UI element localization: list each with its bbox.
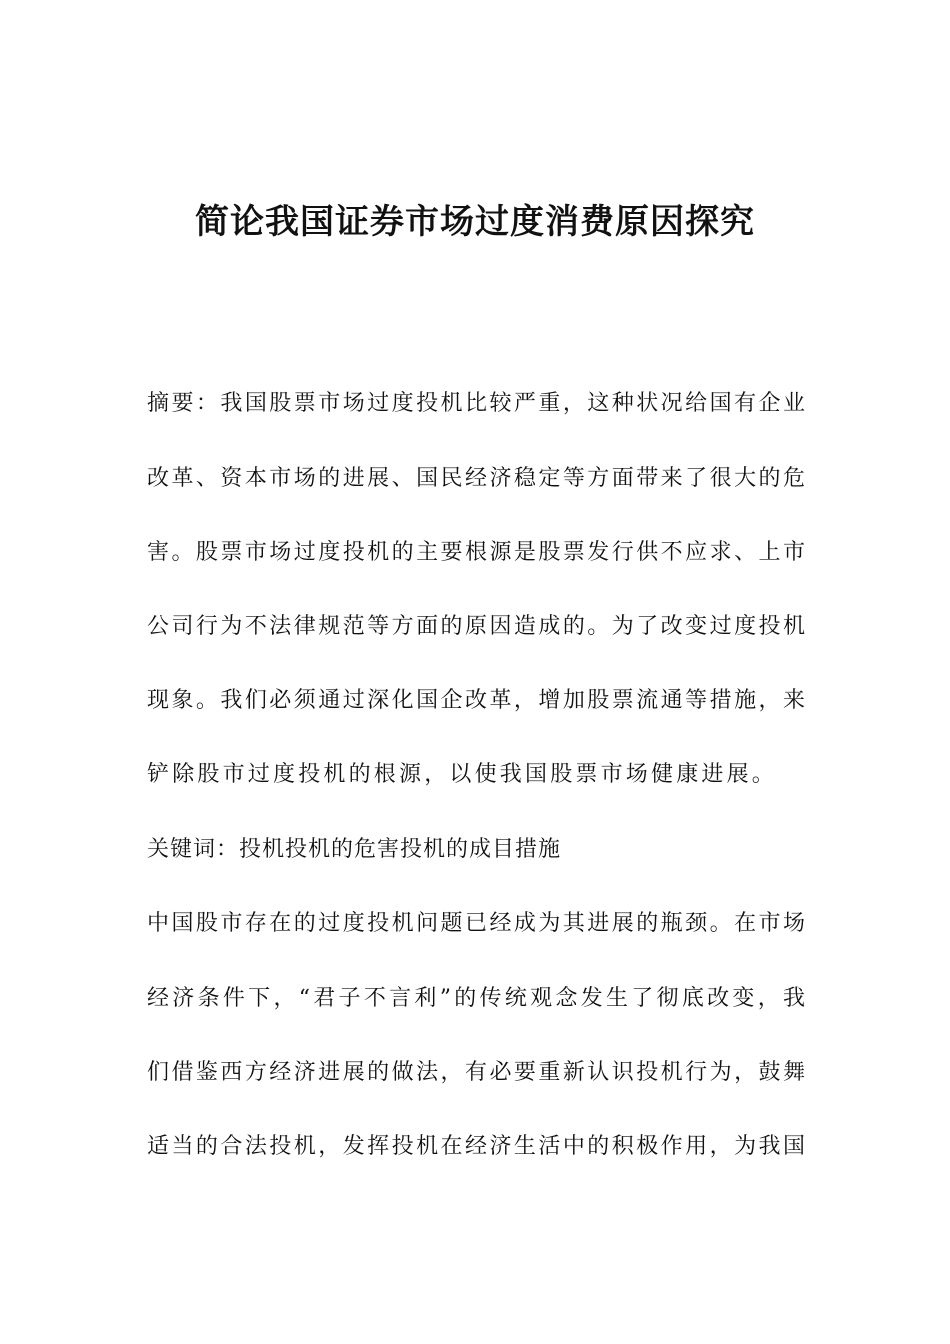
body-line-1: 中国股市存在的过度投机问题已经成为其进展的瓶颈。在市场: [147, 911, 805, 936]
abstract-line-5: 现象。我们必须通过深化国企改革，增加股票流通等措施，来: [147, 688, 805, 713]
body-line-2: 经济条件下，“君子不言利”的传统观念发生了彻底改变，我: [147, 986, 805, 1011]
abstract-line-3: 害。股票市场过度投机的主要根源是股票发行供不应求、上市: [147, 540, 805, 565]
document-title: 简论我国证券市场过度消费原因探究: [195, 202, 755, 242]
abstract-line-1: 摘要：我国股票市场过度投机比较严重，这种状况给国有企业: [147, 391, 805, 416]
body-line-3: 们借鉴西方经济进展的做法，有必要重新认识投机行为，鼓舞: [147, 1060, 805, 1085]
abstract-line-4: 公司行为不法律规范等方面的原因造成的。为了改变过度投机: [147, 614, 805, 639]
abstract-line-2: 改革、资本市场的进展、国民经济稳定等方面带来了很大的危: [147, 466, 805, 491]
body-line-4: 适当的合法投机，发挥投机在经济生活中的积极作用，为我国: [147, 1134, 805, 1159]
keywords-line: 关键词：投机投机的危害投机的成目措施: [147, 837, 562, 862]
abstract-line-6: 铲除股市过度投机的根源，以使我国股票市场健康进展。: [147, 762, 778, 787]
